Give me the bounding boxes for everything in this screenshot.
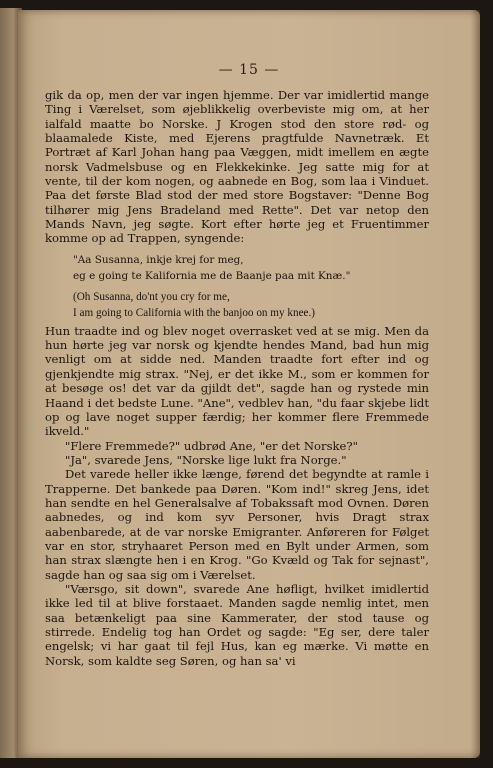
page-number: — 15 — <box>218 62 280 78</box>
page-shadow <box>470 10 480 758</box>
paragraph-6: "Værsgo, sit down", svarede Ane høfligt, hvilket imidlertid ikke led til at blive forstaaet. Manden sagde nemlig intet, men saa betænkeligt paa sine Kammerater, der stod tause og stirrede. Endelig tog han Ordet og sagde: "Eg ser, dere taler engelsk; vi har gaat til fejl Hus, kan eg mærke. Vi møtte en Norsk, som kaldte seg Søren, og han sa' vi <box>45 581 429 668</box>
song-translation <box>73 289 429 321</box>
song-lyrics <box>73 252 429 285</box>
paragraph-1: gik da op, men der var ingen hjemme. Der var imidlertid mange Ting i Værelset, som øjeblikkelig overbeviste mig om, at her ialfald maatte bo Norske. J Krogen stod den store rød- og blaamalede Kiste, med Ejerens pragtfulde Navnetræk. Et Portræt af Karl Johan hang paa Væggen, midt imellem en ægte norsk Vadmelsbuse og en Flekkekinke. Jeg satte mig for at vente, til der kom nogen, og aabnede en Bog, som laa i Vinduet. Paa det første Blad stod der med store Bogstaver: "Denne Bog tilhører mig Jens Bradeland med Rette". Det var netop den Mands Navn, jeg søgte. Kort efter hørte jeg et Fruentimmer komme op ad Trappen, syngende: <box>45 88 429 246</box>
paragraph-2: Hun traadte ind og blev noget overrasket ved at se mig. Men da hun hørte jeg var norsk og kjendte hendes Mand, bad hun mig venligt om at sidde ned. Manden traadte fort efter ind og gjenkjendte mig strax. "Nej, er det ikke M., som er kommen for at besøge os! det var da gjildt det", sagde han og rystede min Haand i det bedste Lune. "Ane", vedblev han, "du faar skjebe lidt op og lave noget supper færdig; her kommer flere Fremmede ikveld." <box>45 323 429 439</box>
page-body-text <box>45 88 429 668</box>
paragraph-3: "Flere Fremmede?" udbrød Ane, "er det Norske?" <box>65 438 358 453</box>
book-page <box>18 10 480 758</box>
song-line-2: eg e going te Kalifornia me de Baanje paa mit Knæ." <box>73 270 351 283</box>
paragraph-4: "Ja", svarede Jens, "Norske lige lukt fra Norge." <box>65 452 347 467</box>
paragraph-5: Det varede heller ikke længe, førend det begyndte at ramle i Trapperne. Det bankede paa Døren. "Kom ind!" skreg Jens, idet han sendte en hel Generalsalve af Tobakssaft mod Ovnen. Døren aabnedes, og ind kom syv Personer, hvis Dragt strax aabenbarede, at de var norske Emigranter. Anføreren for Følget var en stor, stryhaaret Person med en Bylt under Armen, som han strax slængte hen i en Krog. "Go Kvæld og Tak for sejnast", sagde han og saa sig om i Værelset. <box>45 467 429 582</box>
song-translation-line-2: I am going to California with the banjoo on my knee.) <box>73 306 316 319</box>
song-translation-line-1: (Oh Susanna, do'nt you cry for me, <box>73 290 230 303</box>
song-line-1: "Aa Susanna, inkje krej for meg, <box>73 253 244 266</box>
